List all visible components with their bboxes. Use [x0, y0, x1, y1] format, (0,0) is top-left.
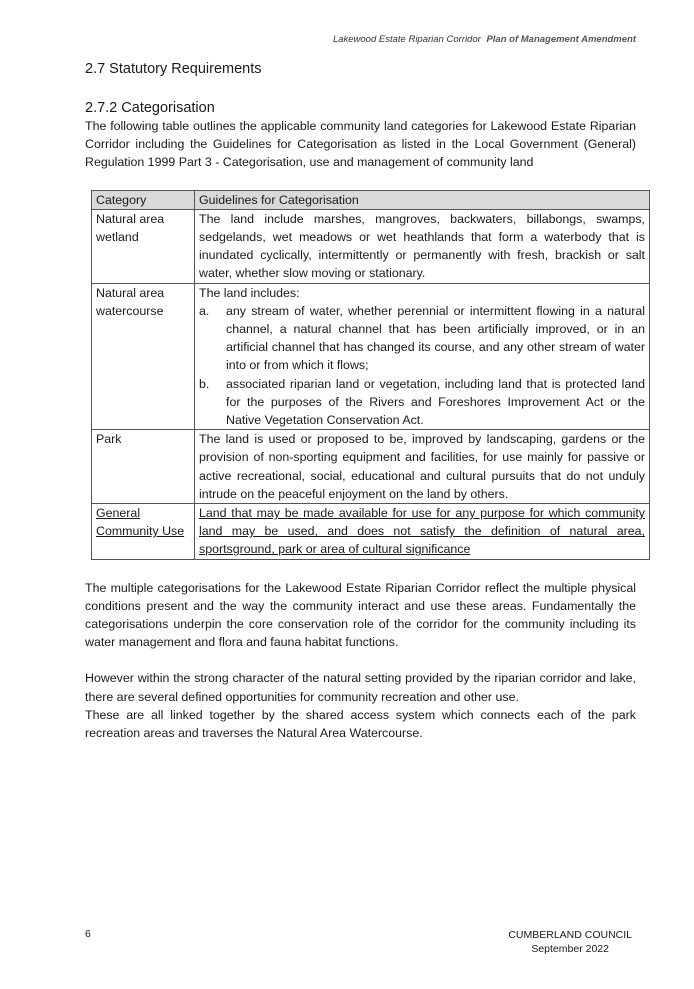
guideline-cell [195, 283, 650, 430]
table-header-row [92, 190, 650, 209]
page-content [85, 59, 645, 742]
header-cell-category: Category [92, 190, 195, 209]
footer-org-block [508, 928, 632, 956]
guideline-cell: The land is used or proposed to be, improved by landscaping, gardens or the provision of non-sporting equipment and facilities, for use mainly for passive or active recreational, social, educational and cultural pursuits that do not unduly intrude on the peaceful enjoyment on the land by others. [195, 430, 650, 504]
table-row [92, 283, 650, 430]
category-cell: Natural area watercourse [92, 283, 195, 430]
header-title: Lakewood Estate Riparian Corridor [332, 34, 481, 45]
list-item [199, 375, 645, 430]
table-row [92, 209, 650, 283]
list-marker: b. [199, 376, 210, 391]
header-subtitle: Plan of Management Amendment [486, 34, 636, 45]
guideline-cell: The land include marshes, mangroves, backwaters, billabongs, swamps, sedgelands, wet meadows or wet heathlands that form a waterbody that is inundated cyclically, intermittently or permanently with fresh, brackish or salt water, whether slow moving or stationary. [195, 209, 650, 283]
footer-date: September 2022 [531, 943, 609, 955]
list-item-text: any stream of water, whether perennial or intermittent flowing in a natural channel, a natural channel that has been artificially improved, or in an artificial channel that has changed its course, and any other stream of water into or from which it flows; [226, 303, 645, 373]
category-cell: Park [92, 430, 195, 504]
header-cell-guidelines: Guidelines for Categorisation [195, 190, 650, 209]
subsection-heading: 2.7.2 Categorisation [85, 100, 215, 116]
section-heading: 2.7 Statutory Requirements [85, 61, 262, 77]
category-cell: Natural area wetland [92, 209, 195, 283]
list-item-text: associated riparian land or vegetation, including land that is protected land for the purposes of the Rivers and Foreshores Improvement Act or the Native Vegetation Conservation Act. [226, 376, 645, 428]
body-paragraph: However within the strong character of the natural setting provided by the riparian corridor and lake, there are several defined opportunities for community recreation and other use. [85, 671, 636, 704]
footer-org: CUMBERLAND COUNCIL [508, 929, 632, 941]
table-row [92, 504, 650, 560]
guideline-lead: The land includes: [199, 285, 300, 300]
list-marker: a. [199, 303, 210, 318]
body-paragraph: These are all linked together by the shared access system which connects each of the park recreation areas and traverses the Natural Area Watercourse. [85, 707, 636, 741]
guideline-cell: Land that may be made available for use for any purpose for which community land may be used, and does not satisfy the definition of natural area, sportsground, park or area of cultural significance [195, 504, 650, 560]
page-number: 6 [85, 928, 91, 940]
table-row [92, 430, 650, 504]
categorisation-table [91, 190, 650, 560]
running-header [333, 34, 636, 45]
category-cell: General Community Use [92, 504, 195, 560]
body-paragraph: The multiple categorisations for the Lakewood Estate Riparian Corridor reflect the multiple physical conditions present and the way the community interact and use these areas. Fundamentally the categorisations underpin the core conservation role of the corridor for the community including its water management and flora and fauna habitat functions. [85, 580, 636, 650]
list-item [199, 302, 645, 375]
intro-paragraph: The following table outlines the applicable community land categories for Lakewood Estate Riparian Corridor including the Guidelines for Categorisation as listed in the Local Government (General) Regulation 1999 Part 3 - Categorisation, use and management of community land [85, 119, 636, 170]
